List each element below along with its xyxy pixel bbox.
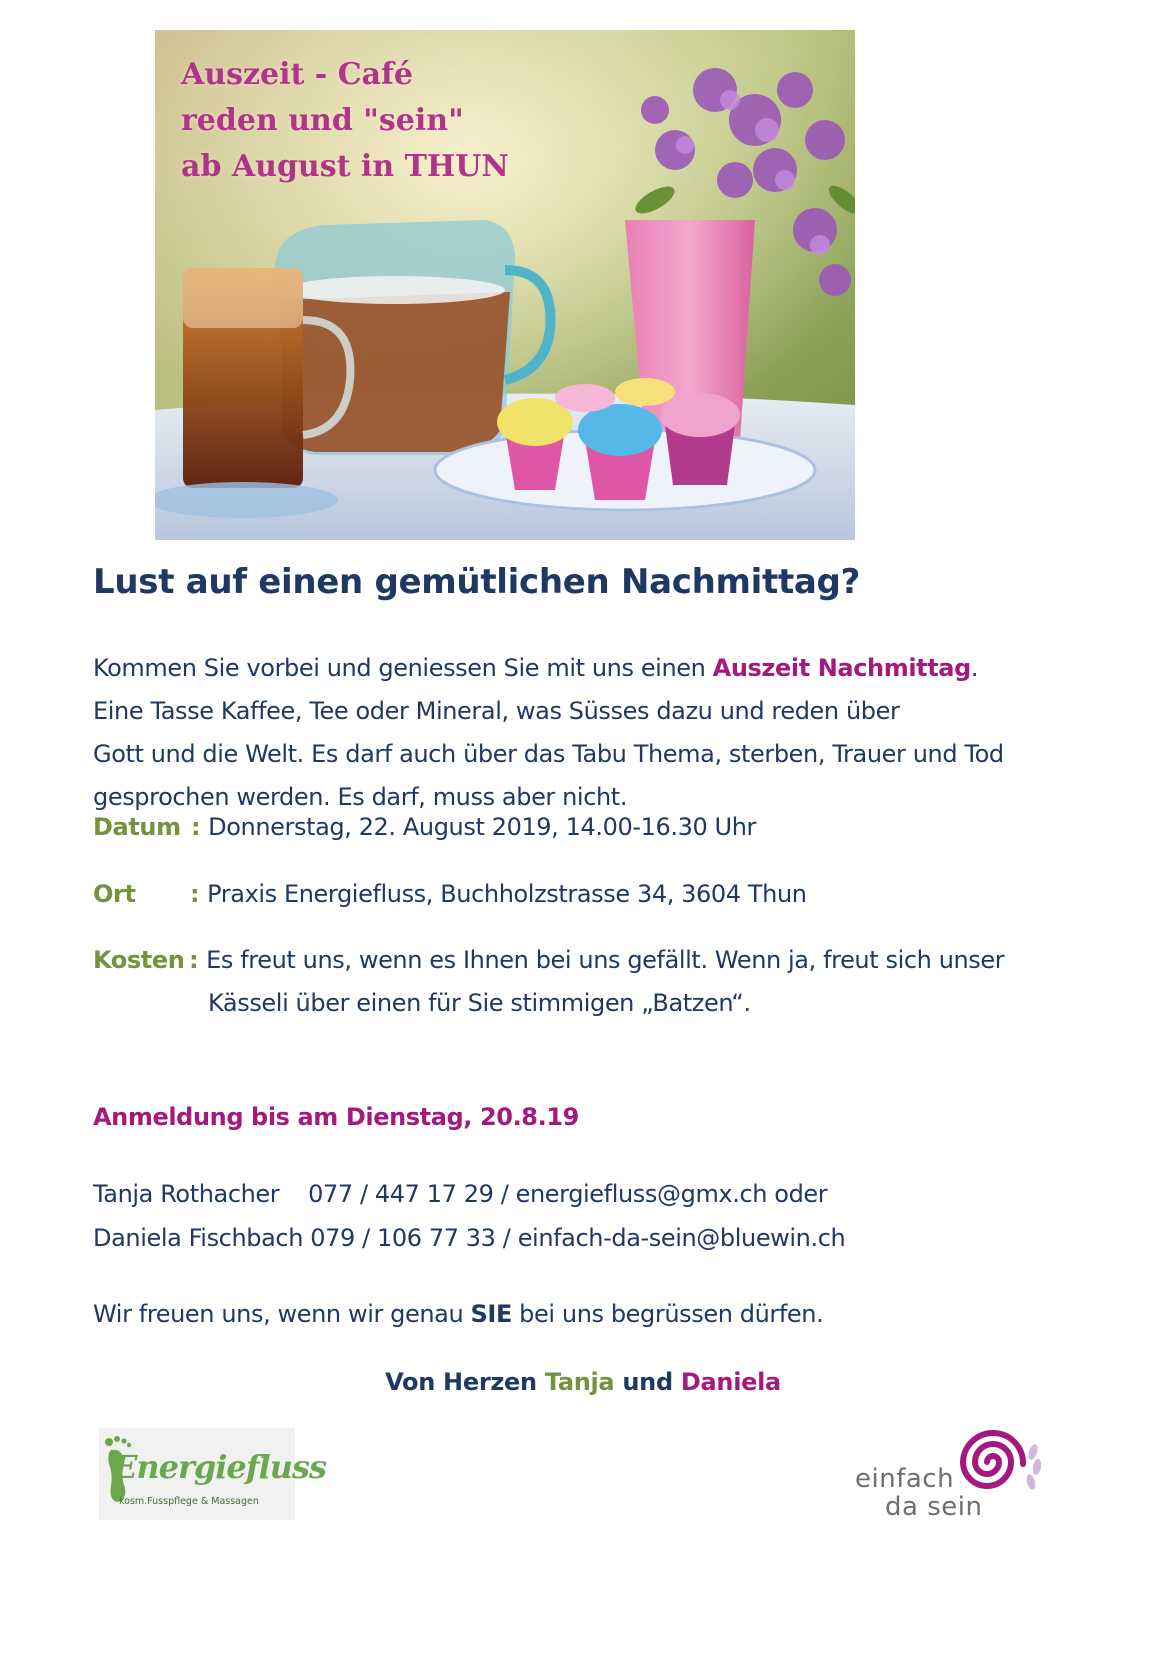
kosten-label: Kosten [93, 946, 185, 974]
ort-colon: : [190, 880, 208, 908]
signature-mid: und [614, 1368, 681, 1396]
contact-list [93, 1172, 845, 1260]
energiefluss-wordmark: Energiefluss [113, 1448, 326, 1486]
hero-line-3: ab August in THUN [181, 149, 509, 184]
kosten-value-1: Es freut uns, wenn es Ihnen bei uns gefällt. Wenn ja, freut sich unser [206, 946, 1005, 974]
page-headline: Lust auf einen gemütlichen Nachmittag? [93, 562, 860, 602]
hero-image [155, 30, 855, 540]
einfach-wordmark: einfach [855, 1464, 955, 1494]
ort-label: Ort [93, 880, 136, 908]
intro-line-2: Eine Tasse Kaffee, Tee oder Mineral, was Süsses dazu und reden über [93, 697, 900, 725]
energiefluss-logo [99, 1428, 326, 1520]
intro-line-3: Gott und die Welt. Es darf auch über das Tabu Thema, sterben, Trauer und Tod [93, 740, 1004, 768]
signature-pre: Von Herzen [385, 1368, 545, 1396]
hero-title [181, 52, 509, 190]
kosten-value-2: Kässeli über einen für Sie stimmigen „Batzen“. [208, 989, 751, 1017]
datum-value: Donnerstag, 22. August 2019, 14.00-16.30 Uhr [208, 813, 756, 841]
einfach-da-sein-logo [850, 1412, 1050, 1522]
contact-tanja: Tanja Rothacher 077 / 447 17 29 / energiefluss@gmx.ch oder [93, 1180, 828, 1208]
energiefluss-tagline: kosm.Fusspflege & Massagen [119, 1496, 259, 1507]
intro-accent: Auszeit Nachmittag [712, 654, 971, 682]
kosten-colon: : [189, 946, 207, 974]
intro-paragraph [93, 647, 1004, 819]
signature-name-tanja: Tanja [544, 1368, 615, 1396]
closing-bold: SIE [470, 1300, 512, 1328]
intro-line-4: gesprochen werden. Es darf, muss aber nicht. [93, 783, 628, 811]
contact-daniela: Daniela Fischbach 079 / 106 77 33 / einfach-da-sein@bluewin.ch [93, 1224, 846, 1252]
datum-colon: : [191, 813, 209, 841]
closing-post: bei uns begrüssen dürfen. [511, 1300, 824, 1328]
intro-line-1-text: Kommen Sie vorbei und geniessen Sie mit uns einen [93, 654, 713, 682]
datum-label: Datum [93, 813, 181, 841]
ort-value: Praxis Energiefluss, Buchholzstrasse 34, 3604 Thun [207, 880, 807, 908]
hero-line-1: Auszeit - Café [181, 57, 414, 92]
registration-deadline: Anmeldung bis am Dienstag, 20.8.19 [93, 1103, 579, 1131]
hero-line-2: reden und "sein" [181, 103, 464, 138]
datum-row [93, 813, 756, 841]
closing-pre: Wir freuen uns, wenn wir genau [93, 1300, 471, 1328]
signature [0, 1368, 1166, 1396]
kosten-row [93, 946, 1004, 974]
da-sein-wordmark: da sein [885, 1492, 983, 1522]
intro-line-1 [93, 647, 1004, 690]
ort-row [93, 880, 807, 908]
signature-name-daniela: Daniela [680, 1368, 781, 1396]
closing-sentence [93, 1300, 823, 1328]
intro-line-1-end: . [970, 654, 979, 682]
